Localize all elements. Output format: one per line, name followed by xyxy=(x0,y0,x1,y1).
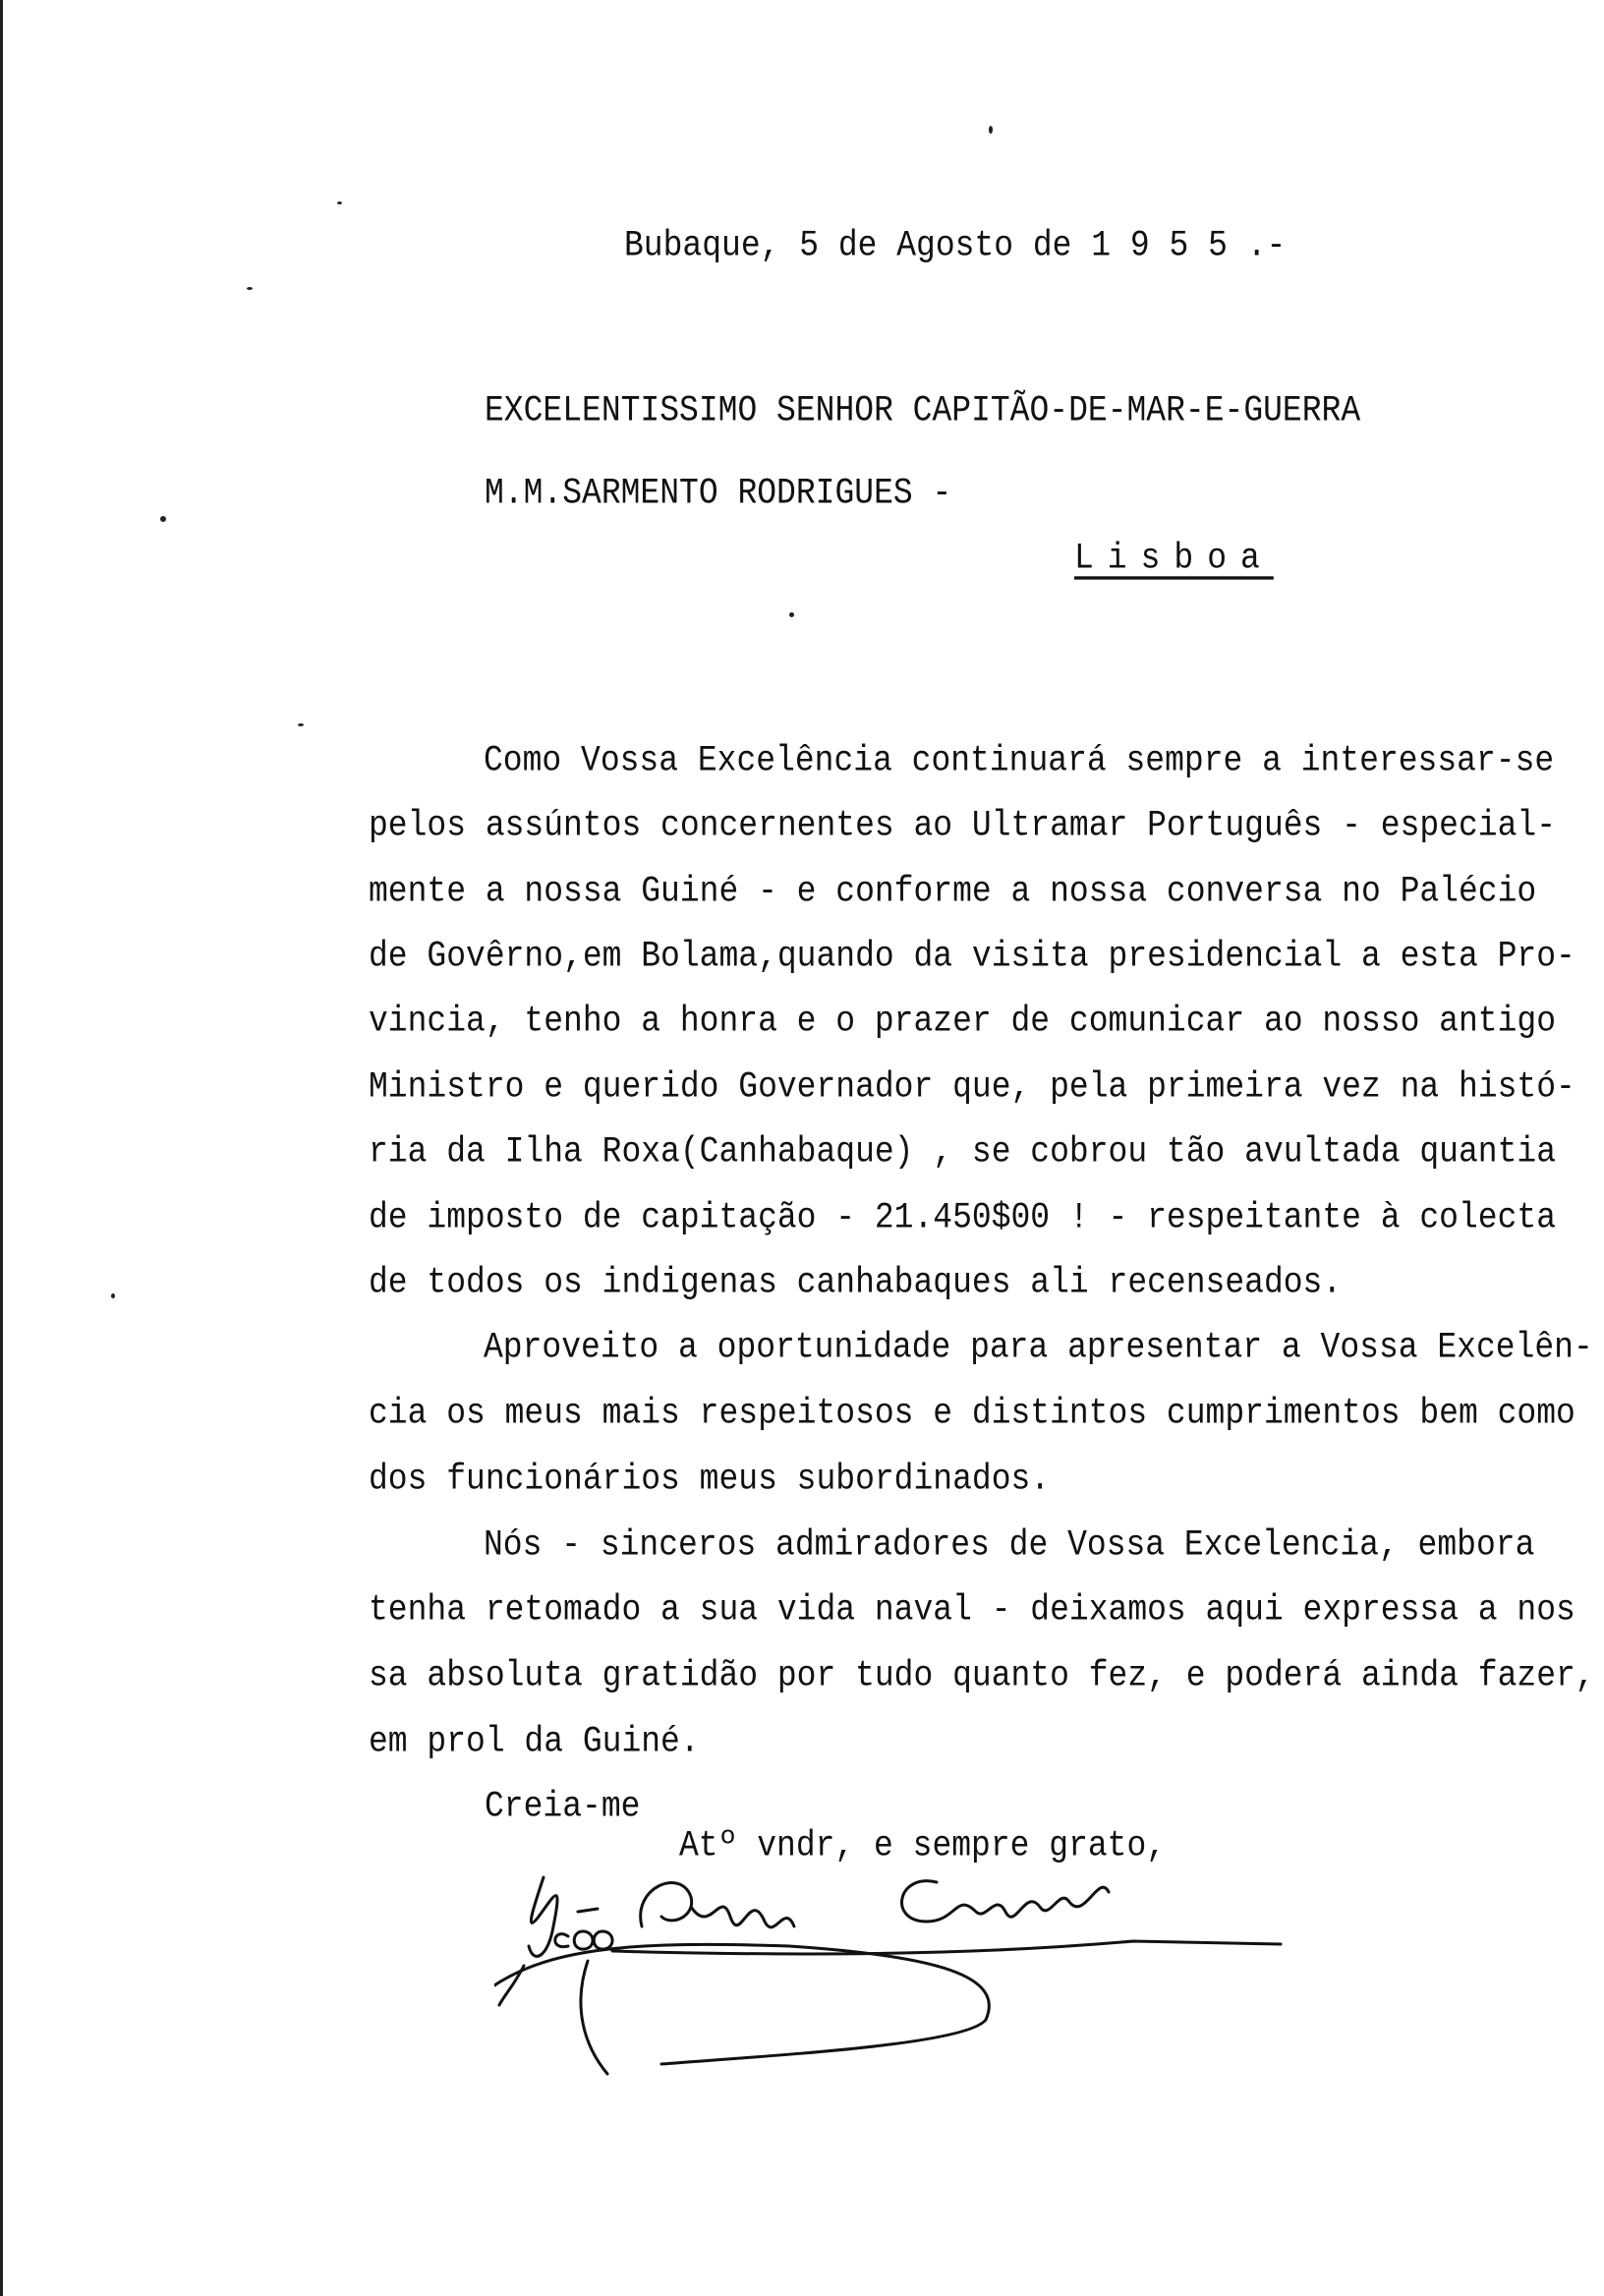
valediction: Atº vndr, e sempre grato, xyxy=(679,1825,1167,1866)
scan-speck xyxy=(337,201,342,204)
body-line: Ministro e querido Governador que, pela primeira vez na histó- xyxy=(369,1066,1575,1108)
body-line: em prol da Guiné. xyxy=(369,1721,700,1762)
closing: Creia-me xyxy=(485,1786,641,1827)
body-line: cia os meus mais respeitosos e distintos cumprimentos bem como xyxy=(369,1393,1575,1434)
addressee-title: EXCELENTISSIMO SENHOR CAPITÃO-DE-MAR-E-GUERRA xyxy=(485,390,1361,431)
scan-speck xyxy=(111,1293,115,1298)
scan-speck xyxy=(160,516,166,522)
scan-speck xyxy=(789,612,794,617)
body-line: de todos os indigenas canhabaques ali recenseados. xyxy=(369,1262,1343,1303)
body-line: vincia, tenho a honra e o prazer de comunicar ao nosso antigo xyxy=(369,1001,1556,1042)
body-line: Aproveito a oportunidade para apresentar a Vossa Excelên- xyxy=(484,1327,1593,1368)
body-line: ria da Ilha Roxa(Canhabaque) , se cobrou tão avultada quantia xyxy=(369,1131,1556,1173)
body-line: de imposto de capitação - 21.450$00 ! - respeitante à colecta xyxy=(369,1197,1556,1238)
body-line: pelos assúntos concernentes ao Ultramar Português - especial- xyxy=(369,805,1556,846)
handwritten-signature xyxy=(494,1848,1300,2143)
body-line: Nós - sinceros admiradores de Vossa Excelencia, embora xyxy=(484,1524,1535,1566)
addressee-city: Lisboa xyxy=(1074,538,1274,579)
dateline: Bubaque, 5 de Agosto de 1 9 5 5 .- xyxy=(624,225,1287,266)
scan-speck xyxy=(247,287,253,290)
addressee-name: M.M.SARMENTO RODRIGUES - xyxy=(485,473,952,514)
body-line: de Govêrno,em Bolama,quando da visita presidencial a esta Pro- xyxy=(369,936,1575,977)
body-line: dos funcionários meus subordinados. xyxy=(369,1459,1051,1500)
scan-speck xyxy=(298,723,304,726)
body-line: Como Vossa Excelência continuará sempre a interessar-se xyxy=(484,740,1555,781)
scan-speck xyxy=(989,126,993,134)
body-line: tenha retomado a sua vida naval - deixamos aqui expressa a nos xyxy=(369,1589,1575,1631)
body-line: mente a nossa Guiné - e conforme a nossa conversa no Palécio xyxy=(369,871,1537,912)
body-line: sa absoluta gratidão por tudo quanto fez, e poderá ainda fazer, xyxy=(369,1655,1595,1696)
